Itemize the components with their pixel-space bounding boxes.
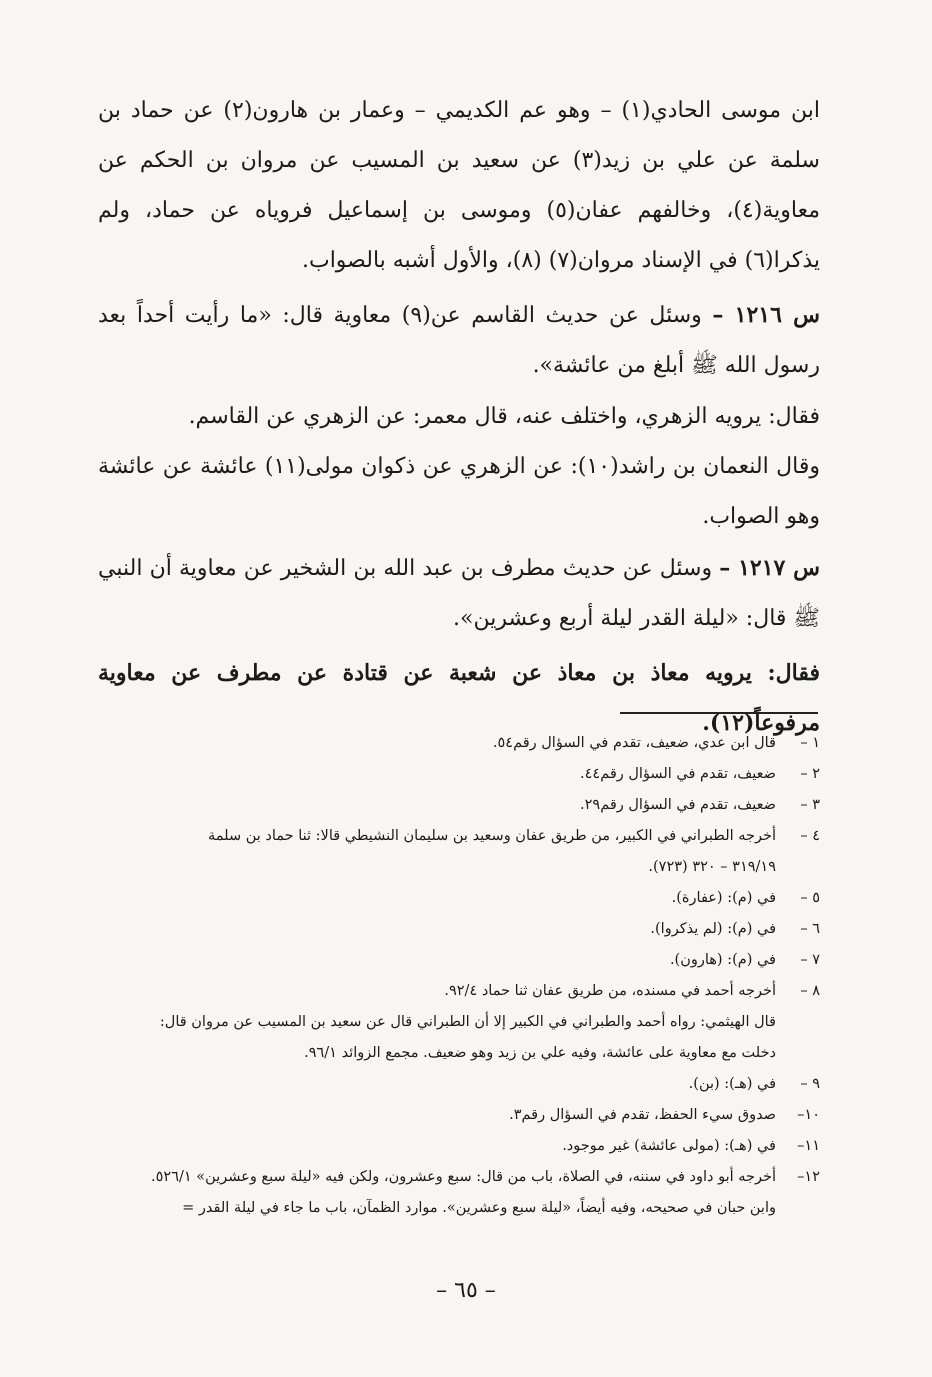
footnote-line [112,976,820,1007]
footnote-line: ٣١٩/١٩ – ٣٢٠ (٧٢٣). [648,859,776,875]
question-1217 [98,543,820,644]
footnote-text: في (م): (هارون). [669,952,776,968]
answer-1216 [98,392,820,542]
footnote-line [112,790,820,821]
footnote-line [112,821,820,852]
footnote-line [112,1100,820,1131]
question-text [98,290,820,391]
footnote-number: ٢ – [800,766,820,782]
question-body: وسئل عن حديث القاسم عن(٩) معاوية قال: «ما رأيت أحداً بعد رسول الله ﷺ أبلغ من عائشة». [98,303,820,378]
footnote-line [112,1162,820,1193]
footnote-number: ٤ – [800,828,820,844]
footnote-line: دخلت مع معاوية على عائشة، وفيه علي بن زيد وهو ضعيف. مجمع الزوائد ٩٦/١. [304,1045,776,1061]
answer-line: فقال: يرويه معاذ بن معاذ عن شعبة عن قتادة عن مطرف عن معاوية مرفوعاً(١٢). [98,660,820,736]
answer-line: فقال: يرويه الزهري، واختلف عنه، قال معمر: عن الزهري عن القاسم. [188,404,820,429]
footnote-number: ٣ – [800,797,820,813]
footnote-divider [620,712,818,714]
footnote-number: ١١– [797,1138,820,1154]
paragraph-text: ابن موسى الحادي(١) – وهو عم الكديمي – وعمار بن هارون(٢) عن حماد بن سلمة عن علي بن زيد(٣) عن سعيد بن المسيب عن مروان بن الحكم عن معاوية(٤)، وخالفهم عفان(٥) وموسى بن إسماعيل فروياه عن حماد، ولم يذكرا(٦) في الإسناد مروان(٧) (٨)، والأول أشبه بالصواب. [98,98,820,273]
footnote-text: في (م): (لم يذكروا). [650,921,776,937]
footnote-line [112,945,820,976]
footnotes [112,728,820,1224]
footnote-text: أخرجه أبو داود في سننه، في الصلاة، باب من قال: سبع وعشرون، ولكن فيه «ليلة سبع وعشرين» ٥٢٦/١. [151,1169,776,1185]
footnote-number: ١٠– [797,1107,820,1123]
footnote-text: ضعيف، تقدم في السؤال رقم٢٩. [580,797,776,813]
footnote-text: أخرجه أحمد في مسنده، من طريق عفان ثنا حماد ٩٢/٤. [444,983,776,999]
footnote-line: قال الهيثمي: رواه أحمد والطبراني في الكبير إلا أن الطبراني قال عن سعيد بن المسيب عن مروان قال: [159,1014,776,1030]
footnote-number: ١ – [800,735,820,751]
question-1216 [98,290,820,391]
footnote-number: ١٢– [797,1169,820,1185]
footnote-text: في (هـ): (بن). [688,1076,776,1092]
footnote-number: ٨ – [800,983,820,999]
footnote-text: أخرجه الطبراني في الكبير، من طريق عفان وسعيد بن سليمان النشيطي قالا: ثنا حماد بن سلمة [208,828,776,844]
question-number: س ١٢١٧ – [719,555,820,581]
question-text [98,543,820,644]
footnote-text: في (هـ): (مولى عائشة) غير موجود. [562,1138,776,1154]
footnote-text: ضعيف، تقدم في السؤال رقم٤٤. [580,766,776,782]
footnote-text: قال ابن عدي، ضعيف، تقدم في السؤال رقم٥٤. [492,735,776,751]
question-number: س ١٢١٦ – [712,302,820,328]
answer-line: وقال النعمان بن راشد(١٠): عن الزهري عن ذكوان مولى(١١) عائشة عن عائشة وهو الصواب. [98,454,820,529]
footnote-line [112,728,820,759]
page-number: – ٦٥ – [436,1278,496,1303]
footnote-number: ٥ – [800,890,820,906]
continuation-paragraph [98,86,820,286]
footnote-text: في (م): (عفارة). [671,890,776,906]
footnote-line [112,883,820,914]
footnote-number: ٩ – [800,1076,820,1092]
footnote-line [112,1131,820,1162]
footnote-text: صدوق سيء الحفظ، تقدم في السؤال رقم٣. [509,1107,776,1123]
footnote-number: ٦ – [800,921,820,937]
footnote-line [112,914,820,945]
footnote-number: ٧ – [800,952,820,968]
footnote-line [112,759,820,790]
footnote-line [112,1069,820,1100]
question-body: وسئل عن حديث مطرف بن عبد الله بن الشخير عن معاوية أن النبي ﷺ قال: «ليلة القدر ليلة أربع وعشرين». [98,556,820,631]
footnote-line: وابن حبان في صحيحه، وفيه أيضاً، «ليلة سبع وعشرين». موارد الظمآن، باب ما جاء في ليلة القدر = [182,1200,776,1216]
